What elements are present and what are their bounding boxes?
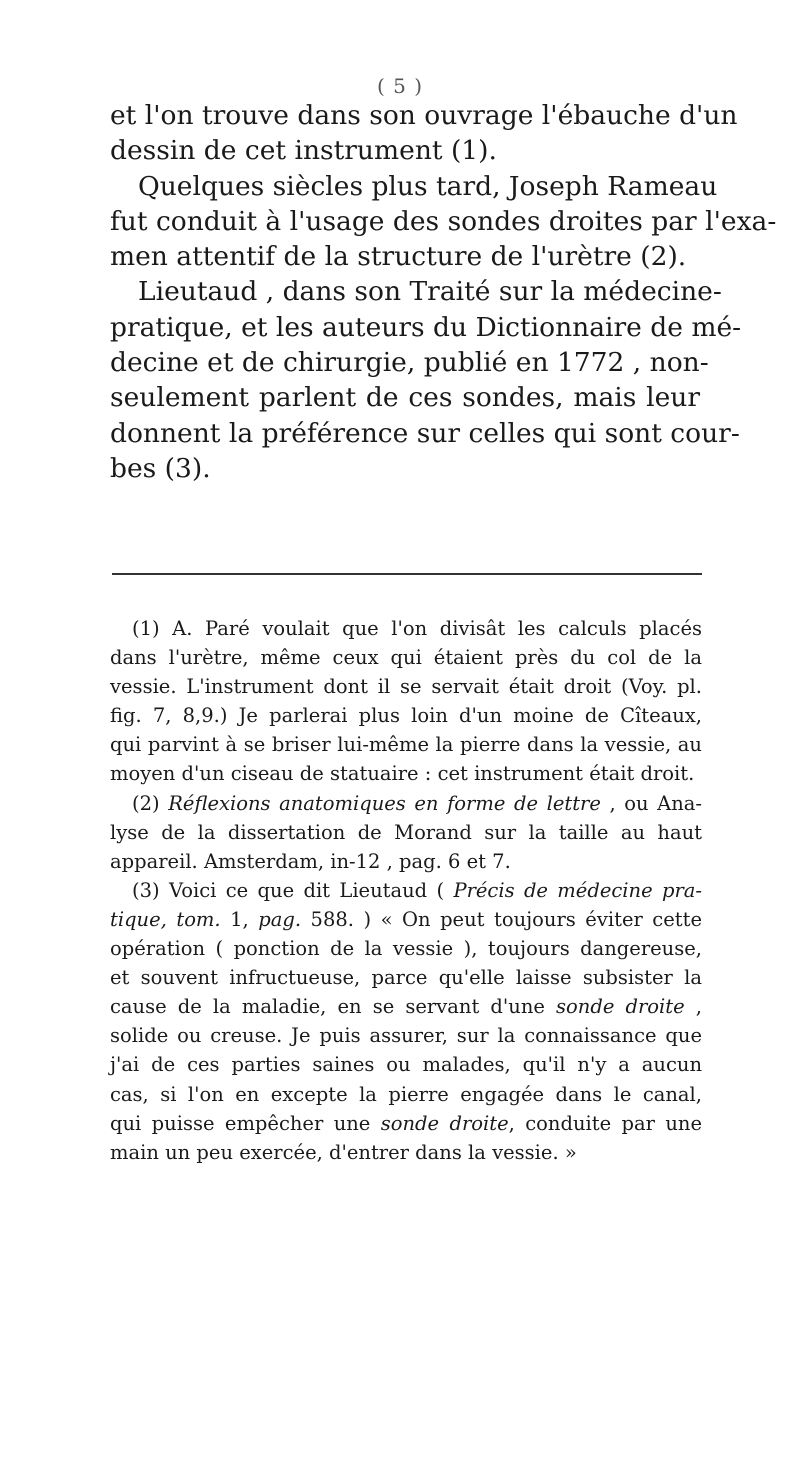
footnote-3-text: 588. ) « On peut toujours éviter cette bbox=[301, 907, 702, 931]
footnote-2-text: , ou Ana- bbox=[600, 791, 703, 815]
footnote-3-line bbox=[110, 905, 702, 934]
footnote-3-line bbox=[110, 992, 702, 1021]
footnote-3-title: pag. bbox=[258, 907, 302, 931]
footnote-3-text: (3) Voici ce que dit Lieutaud ( bbox=[132, 878, 454, 902]
footnote-3-text: , bbox=[684, 995, 702, 1019]
footnotes bbox=[110, 614, 702, 1167]
text-line: fut conduit à l'usage des sondes droites par l'exa- bbox=[110, 205, 777, 237]
text-line: seulement parlent de ces sondes, mais leur bbox=[110, 382, 700, 414]
footnote-3-title: Précis de médecine pra- bbox=[453, 878, 702, 902]
footnote-separator bbox=[112, 573, 702, 575]
footnote-3-title: tique, tom. bbox=[110, 907, 221, 931]
footnote-2-line bbox=[110, 789, 702, 818]
text-line: et l'on trouve dans son ouvrage l'ébauche d'un bbox=[110, 100, 738, 131]
text-line: Lieutaud , dans son Traité sur la médecine- bbox=[138, 276, 722, 308]
text-line: decine et de chirurgie, publié en 1772 , non- bbox=[110, 347, 709, 379]
footnote-3-text: 1, bbox=[220, 907, 259, 931]
footnote-3-line: cas, si l'on en excepte la pierre engagée dans le canal, bbox=[110, 1082, 702, 1106]
footnote-3-text: qui puisse empêcher une bbox=[110, 1111, 381, 1135]
footnote-3-emphasis: sonde droite bbox=[380, 1111, 509, 1135]
footnote-3-emphasis: sonde droite bbox=[556, 995, 685, 1019]
footnote-2-marker: (2) bbox=[132, 791, 169, 815]
footnote-2-title: Réflexions anatomiques en forme de lettre bbox=[168, 791, 601, 815]
footnote-1-line: vessie. L'instrument dont il se servait était droit (Voy. pl. bbox=[110, 675, 702, 699]
footnote-3-line: opération ( ponction de la vessie ), toujours dangereuse, bbox=[110, 937, 702, 961]
text-line: pratique, et les auteurs du Dictionnaire de mé- bbox=[110, 311, 742, 343]
footnote-2-line: lyse de la dissertation de Morand sur la taille au haut bbox=[110, 820, 702, 844]
footnote-1-line: moyen d'un ciseau de statuaire : cet instrument était droit. bbox=[110, 762, 695, 786]
text-line: donnent la préférence sur celles qui sont cour- bbox=[110, 417, 740, 449]
page-number: ( 5 ) bbox=[376, 74, 424, 98]
footnote-3-text: cause de la maladie, en se servant d'une bbox=[110, 995, 557, 1019]
text-line: men attentif de la structure de l'urètre (2). bbox=[110, 241, 687, 273]
main-text-block bbox=[110, 98, 777, 486]
text-line: dessin de cet instrument (1). bbox=[110, 135, 497, 167]
footnote-1-line: (1) A. Paré voulait que l'on divisât les calculs placés bbox=[132, 617, 702, 640]
footnote-3-line bbox=[110, 876, 702, 905]
footnote-1-line: qui parvint à se briser lui-même la pierre dans la vessie, au bbox=[110, 733, 702, 757]
footnote-3-line: j'ai de ces parties saines ou malades, qu'il n'y a aucun bbox=[110, 1053, 702, 1077]
footnote-2-line: appareil. Amsterdam, in-12 , pag. 6 et 7. bbox=[110, 849, 511, 873]
footnote-3-line: main un peu exercée, d'entrer dans la vessie. » bbox=[110, 1140, 577, 1164]
footnote-3-text: , conduite par une bbox=[508, 1111, 702, 1135]
footnote-1-line: fig. 7, 8,9.) Je parlerai plus loin d'un moine de Cîteaux, bbox=[110, 704, 702, 728]
footnote-3-line bbox=[110, 1109, 702, 1138]
footnote-1-line: dans l'urètre, même ceux qui étaient près du col de la bbox=[110, 646, 702, 670]
text-line: Quelques siècles plus tard, Joseph Rameau bbox=[138, 170, 718, 202]
footnote-3-line: et souvent infructueuse, parce qu'elle laisse subsister la bbox=[110, 966, 702, 990]
footnote-3-line: solide ou creuse. Je puis assurer, sur la connaissance que bbox=[110, 1024, 702, 1048]
text-line: bes (3). bbox=[110, 452, 211, 484]
